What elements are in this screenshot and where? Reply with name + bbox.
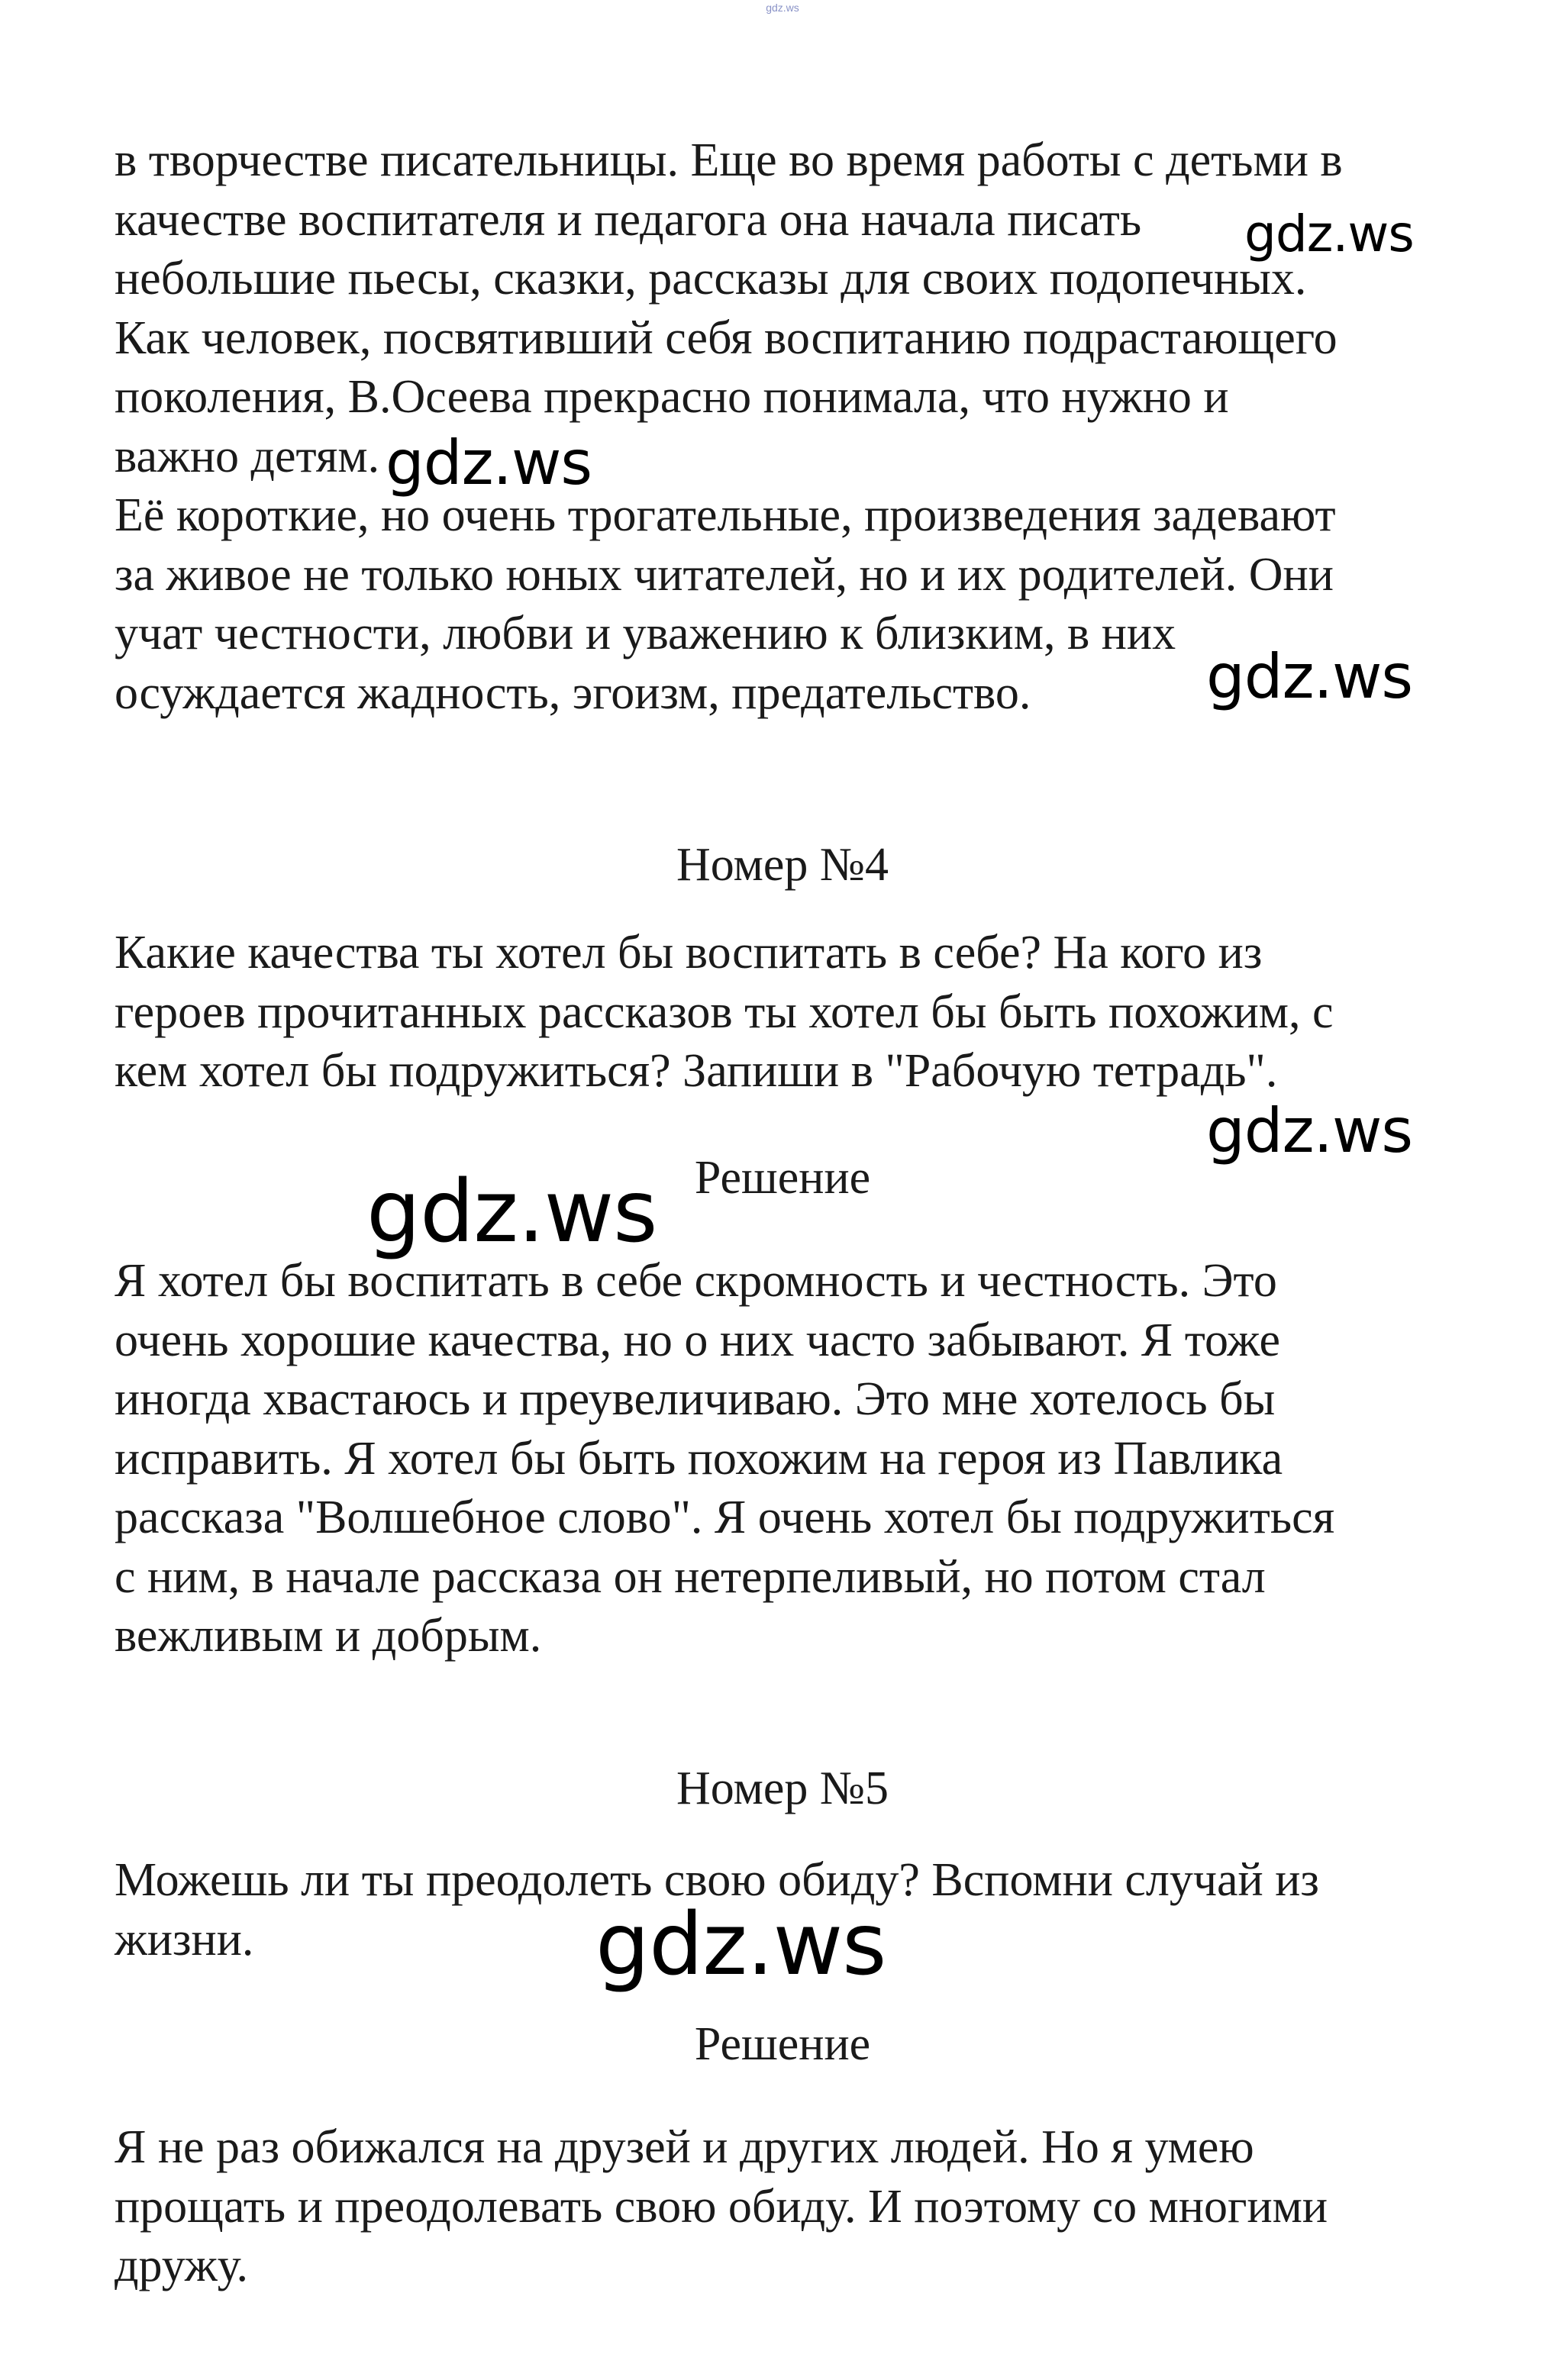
watermark: gdz.ws — [595, 1895, 886, 1995]
site-mark: gdz.ws — [766, 2, 799, 14]
task5-question: Можешь ли ты преодолеть свою обиду? Вспомни случай из жизни. — [115, 1854, 1319, 1966]
task4-answer: Я хотел бы воспитать в себе скромность и честность. Это очень хорошие качества, но о них часто забывают. Я тоже иногда хвастаюсь и преувеличиваю. Это мне хотелось бы исправить. Я хотел бы быть похожим на героя из Павлика рассказа "Волшебное слово". Я очень хотел бы подружиться с ним, в начале рассказа он нетерпеливый, но потом стал вежливым и добрым. — [115, 1255, 1335, 1662]
task5-heading: Номер №5 — [676, 1762, 889, 1814]
task4-heading: Номер №4 — [676, 839, 889, 891]
task4-solution-label: Решение — [694, 1152, 871, 1204]
watermark: gdz.ws — [366, 1163, 657, 1262]
task4-question: Какие качества ты хотел бы воспитать в себе? На кого из героев прочитанных рассказов ты хотел бы быть похожим, с кем хотел бы подружиться? Запиши в "Рабочую тетрадь". — [115, 927, 1334, 1097]
watermark: gdz.ws — [386, 427, 592, 498]
watermark: gdz.ws — [1206, 641, 1413, 712]
intro-paragraph: в творчестве писательницы. Еще во время работы с детьми в качестве воспитателя и педагога она начала писать небольшие пьесы, сказки, рассказы для своих подопечных. Как человек, посвятивший себя воспитанию подрастающего поколения, В.Осеева прекрасно понимала, что нужно и важно детям. Её короткие, но очень трогательные, произведения задевают за живое не только юных читателей, но и их родителей. Они учат честности, любви и уважению к близким, в них осуждается жадность, эгоизм, предательство. — [115, 134, 1343, 719]
task5-answer: Я не раз обижался на друзей и других людей. Но я умею прощать и преодолевать свою обиду. И поэтому со многими дружу. — [115, 2121, 1328, 2291]
watermark: gdz.ws — [1244, 205, 1414, 263]
task5-solution-label: Решение — [694, 2018, 871, 2070]
watermark: gdz.ws — [1206, 1095, 1413, 1166]
